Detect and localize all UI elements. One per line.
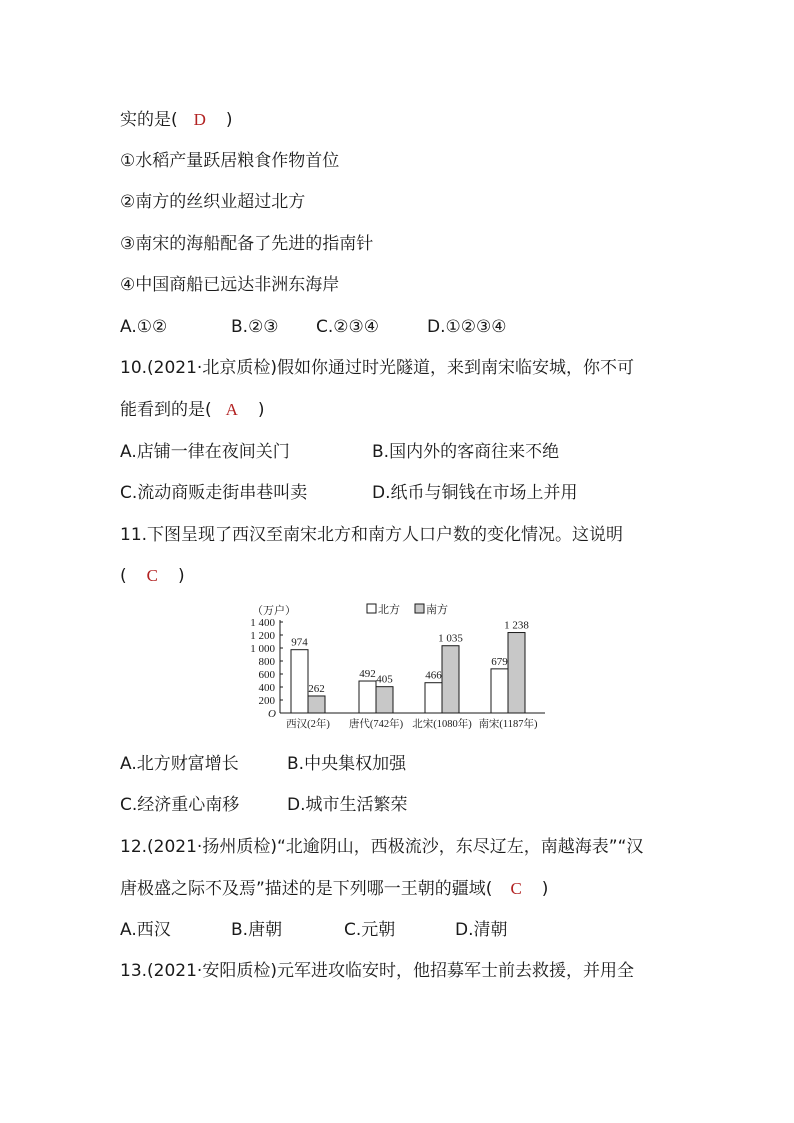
q9-item-3: ③南宋的海船配备了先进的指南针 (120, 234, 374, 254)
q9-item-2: ②南方的丝织业超过北方 (120, 192, 306, 212)
bar-value-label: 679 (491, 655, 508, 668)
y-tick-label: 600 (258, 669, 275, 681)
legend-swatch-north (367, 604, 376, 613)
q9-option-d[interactable]: D.①②③④ (427, 317, 507, 337)
q11-stem-line-1: 11.下图呈现了西汉至南宋北方和南方人口户数的变化情况。这说明 (120, 525, 624, 545)
bar-value-label: 1 035 (438, 632, 463, 645)
q9-option-a[interactable]: A.①② (120, 317, 168, 337)
q12-answer: C (510, 879, 522, 898)
q9-option-b[interactable]: B.②③ (231, 317, 279, 337)
q11-answer: C (146, 566, 158, 585)
q9-close-paren: ) (225, 110, 233, 130)
y-tick-label: 800 (258, 656, 275, 668)
bar-north (425, 683, 442, 713)
y-tick-label: 1 400 (250, 617, 275, 629)
q13-stem-line-1: 13.(2021·安阳质检)元军进攻临安时，他招募军士前去救援，并用全 (120, 961, 634, 981)
bar-north (291, 650, 308, 713)
q12-option-a[interactable]: A.西汉 (120, 920, 171, 940)
x-category-label: 西汉(2年) (286, 719, 330, 730)
bar-south (442, 646, 459, 713)
bar-value-label: 466 (425, 669, 442, 682)
y-tick-label: O (268, 708, 276, 720)
bar-value-label: 492 (359, 668, 376, 681)
bar-value-label: 405 (376, 673, 393, 686)
q9-answer: D (193, 110, 206, 129)
legend-label-south: 南方 (426, 604, 448, 616)
q9-option-c[interactable]: C.②③④ (316, 317, 379, 337)
q12-option-d[interactable]: D.清朝 (455, 920, 508, 940)
q10-option-d[interactable]: D.纸币与铜钱在市场上并用 (372, 483, 578, 503)
q9-stem-line (120, 109, 233, 131)
q11-open-paren: ( (120, 566, 127, 586)
q11-close-paren: ) (177, 566, 185, 586)
q11-option-c[interactable]: C.经济重心南移 (120, 795, 240, 815)
x-category-label: 北宋(1080年) (412, 719, 472, 730)
q10-stem-text: 能看到的是( (120, 400, 212, 420)
bar-north (491, 669, 508, 713)
chart-legend (367, 602, 448, 616)
bar-value-label: 1 238 (504, 619, 529, 632)
bar-south (308, 696, 325, 713)
q10-answer: A (225, 400, 238, 419)
q9-item-4: ④中国商船已远达非洲东海岸 (120, 275, 340, 295)
q10-close-paren: ) (257, 400, 265, 420)
x-category-label: 南宋(1187年) (478, 719, 538, 730)
chart-unit-label: （万户） (252, 605, 296, 617)
q10-option-a[interactable]: A.店铺一律在夜间关门 (120, 442, 290, 462)
q12-stem-line-1: 12.(2021·扬州质检)“北逾阴山，西极流沙，东尽辽左，南越海表”“汉 (120, 837, 644, 857)
q11-option-b[interactable]: B.中央集权加强 (287, 754, 407, 774)
x-category-label: 唐代(742年) (348, 719, 404, 730)
q12-option-b[interactable]: B.唐朝 (231, 920, 283, 940)
q12-stem-text: 唐极盛之际不及焉”描述的是下列哪一王朝的疆域( (120, 879, 493, 899)
bar-value-label: 974 (291, 636, 308, 649)
y-tick-label: 200 (258, 695, 275, 707)
legend-label-north: 北方 (378, 604, 400, 616)
q12-close-paren: ) (541, 879, 549, 899)
y-tick-label: 1 000 (250, 643, 275, 655)
legend-swatch-south (415, 604, 424, 613)
q11-option-a[interactable]: A.北方财富增长 (120, 754, 239, 774)
q10-option-b[interactable]: B.国内外的客商往来不绝 (372, 442, 560, 462)
y-tick-label: 400 (258, 682, 275, 694)
q9-stem-text: 实的是( (120, 110, 178, 130)
q10-stem-line-2 (120, 399, 265, 421)
y-tick-label: 1 200 (250, 630, 275, 642)
q12-stem-line-2 (120, 878, 548, 900)
bar-value-label: 262 (308, 682, 325, 695)
bar-south (508, 633, 525, 713)
q11-stem-line-2 (120, 565, 185, 587)
q9-item-1: ①水稻产量跃居粮食作物首位 (120, 151, 340, 171)
bar-north (359, 681, 376, 713)
q12-option-c[interactable]: C.元朝 (344, 920, 396, 940)
q11-option-d[interactable]: D.城市生活繁荣 (287, 795, 408, 815)
population-bar-chart (240, 598, 550, 736)
q10-stem-line-1: 10.(2021·北京质检)假如你通过时光隧道，来到南宋临安城，你不可 (120, 358, 634, 378)
q10-option-c[interactable]: C.流动商贩走街串巷叫卖 (120, 483, 308, 503)
bar-south (376, 687, 393, 713)
